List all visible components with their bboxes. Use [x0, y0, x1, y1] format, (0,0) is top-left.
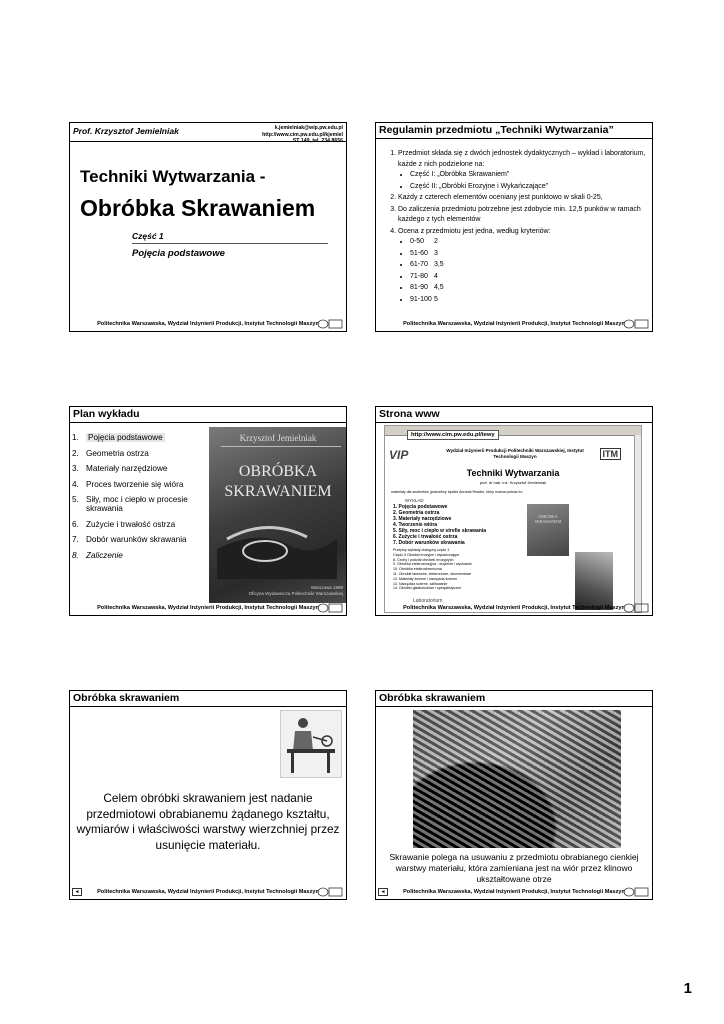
webpage-section-label: WYKŁAD: [405, 498, 424, 503]
slide-4: [375, 406, 653, 616]
plan-item-text: Materiały narzędziowe: [86, 464, 168, 473]
grade-value: 4: [433, 272, 438, 280]
plan-item-text: Zużycie i trwałość ostrza: [86, 519, 176, 529]
slide-footer: [70, 885, 346, 899]
slide-author: Prof. Krzysztof Jemielniak: [73, 126, 179, 136]
plan-item-text: Pojęcia podstawowe: [88, 433, 163, 442]
plan-item-text: Dobór warunków skrawania: [86, 535, 187, 544]
list-item: 2. Każdy z czterech elementów oceniany jest punktowo w skali 0-25,: [398, 193, 648, 204]
webpage-lab-label: Laboratorium: [413, 598, 443, 604]
grade-range: 81-90: [410, 284, 428, 291]
slide-footer: [70, 317, 346, 331]
list-item: 12. Materiały ścierne i narzędzia ścierne: [393, 576, 458, 581]
cover-title-line1: OBRÓBKA: [238, 463, 318, 480]
grade-value: 5: [433, 295, 438, 303]
vip-logo: VIP: [389, 448, 409, 462]
book-thumbnail: [527, 504, 569, 556]
grade-range: 91-100: [410, 295, 432, 303]
machinist-cartoon-icon: [280, 710, 342, 778]
grade-range: 0-50: [410, 238, 425, 245]
list-item: 9. Obróbka elektroerozyjna - drążenie i wycinanie: [393, 562, 472, 567]
rule-text: Przedmiot składa się z dwóch jednostek dydaktycznych – wykład i laboratorium, każde z nich podzielone na:: [398, 150, 646, 168]
slide-3: [69, 406, 347, 616]
back-arrow-icon: ◄: [72, 888, 82, 896]
webpage-topics: [393, 504, 486, 546]
contact-email: k.jemielniak@wip.pw.edu.pl: [274, 125, 343, 131]
browser-screenshot: [384, 425, 642, 613]
list-item: 2. Geometria ostrza: [72, 448, 149, 458]
footer-text: Politechnika Warszawska, Wydział Inżynierii Produkcji, Instytut Technologii Maszyn: [403, 889, 625, 895]
list-item: 4. Proces tworzenie się wióra: [72, 479, 184, 489]
cover-author: Krzysztof Jemielniak: [239, 433, 317, 443]
cover-publisher: [209, 585, 343, 597]
grade-row: [410, 295, 648, 306]
list-item: Część II Obróbki erozyjne i wykańczające: [393, 552, 460, 557]
list-item: 13. Narzędzia ścierne, szlifowanie: [393, 581, 448, 586]
grade-row: [410, 283, 648, 294]
book-cover-image: [209, 427, 347, 603]
chip-micrograph-image: [413, 710, 621, 848]
plan-item-text: Proces tworzenie się wióra: [86, 479, 184, 489]
slide-title: Regulamin przedmiotu „Techniki Wytwarzania”: [376, 123, 652, 139]
title-rule: [132, 243, 328, 244]
tool-illustration-icon: [217, 509, 337, 579]
grade-row: [410, 237, 648, 248]
slide-title-line2: Obróbka Skrawaniem: [80, 195, 316, 221]
rule-text: Ocena z przedmiotu jest jedna, według kryteriów:: [398, 227, 551, 235]
slide-title: Plan wykładu: [70, 407, 346, 423]
itm-logo-icon: [623, 319, 649, 329]
slide-title: Obróbka skrawaniem: [70, 691, 346, 707]
grade-value: 2: [433, 238, 438, 245]
webpage-note: materiały dla studentów (potrzebny będzie Acrobat Reader, który można pobrać tu:: [391, 490, 523, 494]
footer-text: Politechnika Warszawska, Wydział Inżynierii Produkcji, Instytut Technologii Maszyn: [97, 321, 319, 327]
footer-text: Politechnika Warszawska, Wydział Inżynierii Produkcji, Instytut Technologii Maszyn: [403, 321, 625, 327]
grade-row: [410, 249, 648, 260]
list-item: Przepisy wykłady dostępny część 1: [393, 548, 450, 552]
list-item: [398, 227, 648, 306]
slide-6: [375, 690, 653, 900]
slide-footer: [376, 601, 652, 615]
itm-logo: ITM: [600, 448, 622, 460]
itm-logo-icon: [623, 603, 649, 613]
list-item: • Część II: „Obróbki Erozyjne i Wykańczające”: [410, 182, 648, 193]
footer-text: Politechnika Warszawska, Wydział Inżynierii Produkcji, Instytut Technologii Maszyn: [403, 605, 625, 611]
itm-logo-icon: [317, 319, 343, 329]
list-item: [398, 149, 648, 192]
rules-list: [376, 149, 648, 306]
itm-logo-icon: [317, 887, 343, 897]
plan-item-text: Siły, moc i ciepło w procesie skrawania: [86, 495, 188, 513]
slide-footer: [376, 885, 652, 899]
slide-1: [69, 122, 347, 332]
image-caption: Skrawanie polega na usuwaniu z przedmiotu obrabianego cienkiej warstwy materiału, która zamieniana jest na wiór przez klinowo ukształtowane otrze: [389, 852, 639, 884]
slide-subtitle: Pojęcia podstawowe: [132, 248, 225, 259]
list-item: 8. Zaliczenie: [72, 550, 123, 560]
contact-room: ST 149, tel. 234 8656: [292, 138, 343, 144]
grade-value: 3: [433, 249, 438, 257]
list-item: 2. Geometria ostrza: [393, 510, 440, 516]
list-item: 8. Cechy i podział obróbek erozyjnych: [393, 557, 454, 562]
list-item: 7. Dobór warunków skrawania: [393, 540, 465, 546]
slide-title: Strona www: [376, 407, 652, 423]
grade-value: 4,5: [433, 284, 444, 291]
list-item: 14. Obróbki gładkościowe i specjalistyczne: [393, 586, 462, 591]
grade-row: [410, 260, 648, 271]
list-item: 1. Pojęcia podstawowe: [393, 504, 448, 510]
part-label: Część 1: [132, 231, 164, 241]
list-item: 1. Pojęcia podstawowe: [72, 433, 163, 442]
slide-title: Obróbka skrawaniem: [376, 691, 652, 707]
list-item: 5. Siły, moc i ciepło w procesie skrawania: [72, 495, 212, 513]
webpage-title: Techniki Wytwarzania: [466, 468, 560, 478]
itm-logo-icon: [623, 887, 649, 897]
webpage-small-list: [393, 548, 472, 591]
footer-text: Politechnika Warszawska, Wydział Inżynierii Produkcji, Instytut Technologii Maszyn: [97, 889, 319, 895]
list-item: 7. Dobór warunków skrawania: [72, 535, 187, 544]
list-item: • Część I: „Obróbka Skrawaniem”: [410, 170, 648, 181]
slide-footer: [376, 317, 652, 331]
itm-logo-icon: [317, 603, 343, 613]
footer-text: Politechnika Warszawska, Wydział Inżynierii Produkcji, Instytut Technologii Maszyn: [97, 605, 319, 611]
plan-item-text: Geometria ostrza: [86, 448, 149, 458]
list-item: 11. Obróbki laserowe, elektronowe, strumieniowe: [393, 571, 472, 576]
sub-list: [398, 170, 648, 192]
page-number: 1: [683, 980, 692, 997]
browser-address-bar: http://www.cim.pw.edu.pl/tewy: [407, 430, 499, 440]
institute-name: Wydział Inżynierii Produkcji Politechniki Warszawskiej, Instytut Technologii Maszyn: [446, 448, 584, 459]
list-item: 3. Do zaliczenia przedmiotu potrzebne jest zdobycie min. 12,5 punków w ramach każdego z tych elementów: [398, 205, 648, 226]
slide-2: [375, 122, 653, 332]
list-item: 3. Materiały narzędziowe: [72, 464, 168, 473]
list-item: 6. Zużycie i trwałość ostrza: [393, 534, 458, 540]
grade-range: 71-80: [410, 272, 428, 280]
list-item: 6. Zużycie i trwałość ostrza: [72, 519, 176, 529]
browser-scrollbar: [634, 435, 641, 612]
header-divider: [70, 141, 346, 142]
contact-url: http://www.cim.pw.edu.pl/kjemiel: [262, 131, 343, 138]
grade-value: 3,5: [433, 261, 444, 268]
grades-list: [398, 237, 648, 305]
webpage-author: prof. dr hab. inż. Krzysztof Jemielniak: [479, 480, 547, 485]
back-arrow-icon: ◄: [378, 888, 388, 896]
slide-title-line1: Techniki Wytwarzania -: [80, 167, 266, 186]
list-item: 3. Materiały narzędziowe: [393, 516, 452, 522]
grade-range: 51-60: [410, 249, 428, 257]
list-item: 4. Tworzenie wióra: [393, 522, 438, 528]
slide-5: [69, 690, 347, 900]
cover-publisher-name: Oficyna Wydawnicza Politechniki Warszawskiej: [248, 591, 343, 596]
list-item: 5. Siły, moc i ciepło w strefie skrawania: [393, 528, 487, 534]
slide-footer: [70, 601, 346, 615]
grade-range: 61-70: [410, 261, 428, 268]
grade-row: [410, 272, 648, 283]
list-item: 10. Obróbka elektrochemiczna: [393, 567, 442, 572]
plan-item-text: Zaliczenie: [86, 550, 123, 560]
slide-body-text: Celem obróbki skrawaniem jest nadanie przedmiotowi obrabianemu żądanego kształtu, wymiarów i właściwości warstwy wierzchniej przez usunięcie materiału.: [76, 791, 340, 852]
cover-rule: [221, 446, 341, 447]
cover-year: Warszawa 1998: [310, 585, 343, 590]
lecture-plan-list: [72, 433, 212, 566]
cover-title-line2: SKRAWANIEM: [224, 483, 332, 500]
book-thumbnail-title: OBRÓBKA SKRAWANIEM: [534, 514, 562, 524]
